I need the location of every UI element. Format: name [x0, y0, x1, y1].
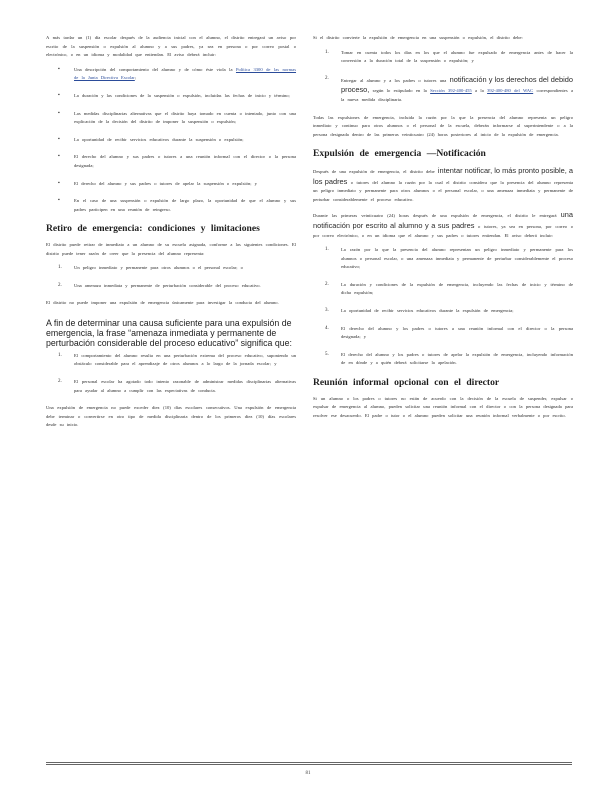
notice-contents-list [46, 66, 296, 215]
list-item-text: según lo estipulado en la [369, 88, 431, 94]
list-item [58, 153, 296, 170]
right-column [313, 34, 573, 426]
list-item-text: El comportamiento del alumno resulta en una perturbación extrema del proceso educativo, suponiendo un obstáculo considerable para el aprendizaje de otros alumnos a lo largo de la jornada escolar; y [74, 352, 296, 367]
paragraph-text: o tutores, ya sea en persona, por correo o por correo electrónico, o en un idioma que el alumno y sus padres o tutores entiendan. El aviso deberá incluir: [313, 223, 573, 238]
list-item [58, 180, 296, 189]
body-paragraph [313, 210, 573, 240]
body-paragraph: El distrito no puede imponer una expulsión de emergencia únicamente para investigar la conducta del alumno. [46, 300, 279, 306]
list-item-text: Las medidas disciplinarias alternativas que el distrito haya tomado en cuenta o intentado, junto con una explicación de la decisión del distrito de imponer la suspensión o expulsión; [74, 110, 296, 125]
list-item [325, 307, 573, 316]
section-heading-emergency-removal: Retiro de emergencia: condiciones y limitaciones [46, 223, 260, 235]
numbered-list [46, 352, 296, 395]
list-number: 2. [58, 379, 62, 385]
section-heading-informal-meeting: Reunión informal opcional con el director [313, 377, 500, 389]
list-item-text: a la [471, 88, 488, 94]
list-item-text: La duración y condiciones de la expulsión de emergencia, incluyendo las fechas de inicio y término de dicha expulsión; [341, 281, 573, 296]
bullet-icon: ▪ [58, 136, 60, 142]
list-number: 2. [325, 75, 329, 81]
section-heading-emergency-notification: Expulsión de emergencia —Notificación [313, 148, 486, 160]
list-item-text: En el caso de una suspensión o expulsión de largo plazo, la oportunidad de que el alumno y sus padres participen en una reunión de reingreso. [74, 198, 296, 212]
list-item [58, 66, 296, 83]
emphasis-text: intentar notificar, lo más pronto posible, a los padres [313, 165, 573, 186]
list-item [58, 136, 296, 145]
list-item-text: El derecho del alumno y sus padres o tutores a una reunión informal con el director o la persona designada; [74, 154, 296, 168]
body-paragraph: Si un alumno o los padres o tutores no están de acuerdo con la decisión de la escuela de suspender, expulsar o expulsar de emergencia al alumno, pueden solicitar una reunión informal con el director o con la persona designada para resolver ese desacuerdo. El padre o tutor o el alumno pueden solicitar una reunión informal verbalmente o por escrito. [313, 395, 573, 418]
list-item-text: Entregar al alumno y a los padres o tutores una [341, 77, 450, 83]
paragraph-text: Después de una expulsión de emergencia, el distrito debe [313, 168, 438, 174]
body-paragraph [313, 166, 573, 204]
wac-section-link[interactable]: Sección 392-400-455 [430, 88, 472, 94]
bullet-icon: ▪ [58, 110, 60, 116]
list-item [58, 352, 296, 369]
list-item [58, 197, 296, 214]
list-item-text: La oportunidad de recibir servicios educativos durante la suspensión o expulsión; [74, 136, 244, 142]
page-number: 81 [305, 771, 311, 776]
list-item-text: Una amenaza inmediata y permanente de perturbación considerable del proceso educativo. [74, 282, 261, 288]
bullet-icon: ▪ [58, 198, 60, 204]
footer-divider [46, 764, 572, 765]
list-number: 1. [325, 49, 329, 55]
list-number: 1. [325, 247, 329, 253]
numbered-list [46, 264, 296, 290]
list-number: 1. [58, 265, 62, 271]
body-paragraph: El distrito puede retirar de inmediato a un alumno de su escuela asignada, conforme a las siguientes condiciones. El distrito puede tener razón de creer que la presencia del alumno representa: [46, 241, 296, 256]
subheading-sufficient-cause: A fin de determinar una causa suficiente para una expulsión de emergencia, la frase “amenaza inmediata y permanente de perturbación considerable del proceso educativo” significa que: [46, 317, 292, 348]
emphasis-text: notificación y los derechos del debido proceso, [341, 74, 573, 95]
list-item [325, 246, 573, 272]
list-item [58, 264, 296, 273]
bullet-icon: ▪ [58, 66, 60, 72]
body-paragraph: Si el distrito convierte la expulsión de emergencia en una suspensión o expulsión, el distrito debe: [313, 35, 523, 40]
list-number: 2. [325, 281, 329, 287]
list-item-text: La razón por la que la presencia del alumno representan un peligro inmediato y permanente para los alumnos o personal escolar, o una amenaza inmediata y permanente de perturbar considerablemente el proceso educativo; [341, 247, 573, 270]
list-item-text: El derecho del alumno y los padres o tutores de apelar la expulsión de emergencia, incluyendo información de en dónde y a quién deberá solicitarse la apelación. [341, 351, 573, 366]
list-item-text: Un peligro inmediato y permanente para otros alumnos o el personal escolar; o [74, 265, 243, 271]
list-number: 3. [325, 308, 329, 314]
list-item-text: El derecho del alumno y sus padres o tutores de apelar la suspensión o expulsión; y [74, 180, 257, 186]
list-item-text: El derecho del alumno y los padres o tutores a una reunión informal con el director o la persona designada; y [341, 325, 573, 340]
list-number: 1. [58, 352, 62, 358]
numbered-list [313, 49, 573, 105]
list-number: 2. [58, 282, 62, 288]
bullet-icon: ▪ [58, 154, 60, 160]
emphasis-text: una notificación por escrito al alumno y a sus padres [313, 210, 573, 230]
policy-3300-link[interactable]: Política 3300 de las normas de la Junta Directiva Escolar [74, 66, 297, 81]
bullet-icon: ▪ [58, 92, 60, 98]
list-number: 5. [325, 351, 329, 357]
paragraph-text: o tutores del alumno la razón por la cual el distrito considera que la presencia del alumno representa un peligro inmediato y permanente para otros alumnos o el personal escolar, o una amenaza inmediata y permanente de perturbar considerablemente el proceso educativo. [313, 179, 573, 202]
list-item-text: Tomar en cuenta todos los días en los que el alumno fue expulsado de emergencia antes de hacer la conversión a la duración total de la suspensión o expulsión; y [341, 49, 573, 64]
list-item-text: La oportunidad de recibir servicios educativos durante la expulsión de emergencia; [341, 308, 514, 314]
list-item [58, 282, 296, 291]
bullet-icon: ▪ [58, 180, 60, 186]
footer-divider [46, 762, 572, 763]
list-number: 4. [325, 325, 329, 331]
list-item-text: La duración y las condiciones de la suspensión o expulsión, incluidas las fechas de inicio y término; [74, 92, 290, 98]
list-item [325, 281, 573, 298]
left-column [46, 34, 296, 436]
list-item-text: Una descripción del comportamiento del alumno y de cómo éste viola la [74, 66, 236, 72]
list-item [58, 110, 296, 127]
body-paragraph: Todas las expulsiones de emergencia, incluida la razón por la que la presencia del alumno representa un peligro inmediato y continuo para otros alumnos o el personal de la escuela, deberán informarse al superintendente o a la persona designada dentro de las primeras veinticuatro (24) horas posteriores al inicio de la expulsión de emergencia. [313, 114, 573, 137]
list-item-text: El personal escolar ha agotado todo intento razonable de administrar medidas disciplinarias alternativas para ayudar al alumno a cumplir con las expectativas de conducta. [74, 379, 296, 393]
list-item [325, 49, 573, 66]
paragraph-text: Durante las primeras veinticuatro (24) horas después de una expulsión de emergencia, el distrito le entregará [313, 213, 561, 219]
body-paragraph: Una expulsión de emergencia no puede exceder diez (10) días escolares consecutivos. Una expulsión de emergencia debe terminar o convertirse en otro tipo de medida disciplinaria dentro de los primeros diez (10) días escolares desde su inicio. [46, 405, 296, 428]
list-item [325, 351, 573, 368]
list-item [325, 75, 573, 105]
list-item-text: ; [134, 75, 137, 81]
list-item [58, 92, 296, 101]
numbered-list [313, 246, 573, 368]
list-item [325, 325, 573, 342]
list-item-text: correspondientes a la nueva medida disciplinaria. [341, 88, 573, 102]
notice-intro-paragraph: A más tardar un (1) día escolar después de la audiencia inicial con el alumno, el distrito entregará un aviso por escrito de la suspensión o expulsión al alumno y a sus padres, ya sea en persona o por correo postal o electrónico, o en un idioma y modalidad que entiendan. El aviso deberá incluir: [46, 35, 296, 58]
list-item [58, 378, 296, 395]
wac-range-link[interactable]: 392-400-480 del WAC [487, 88, 534, 94]
